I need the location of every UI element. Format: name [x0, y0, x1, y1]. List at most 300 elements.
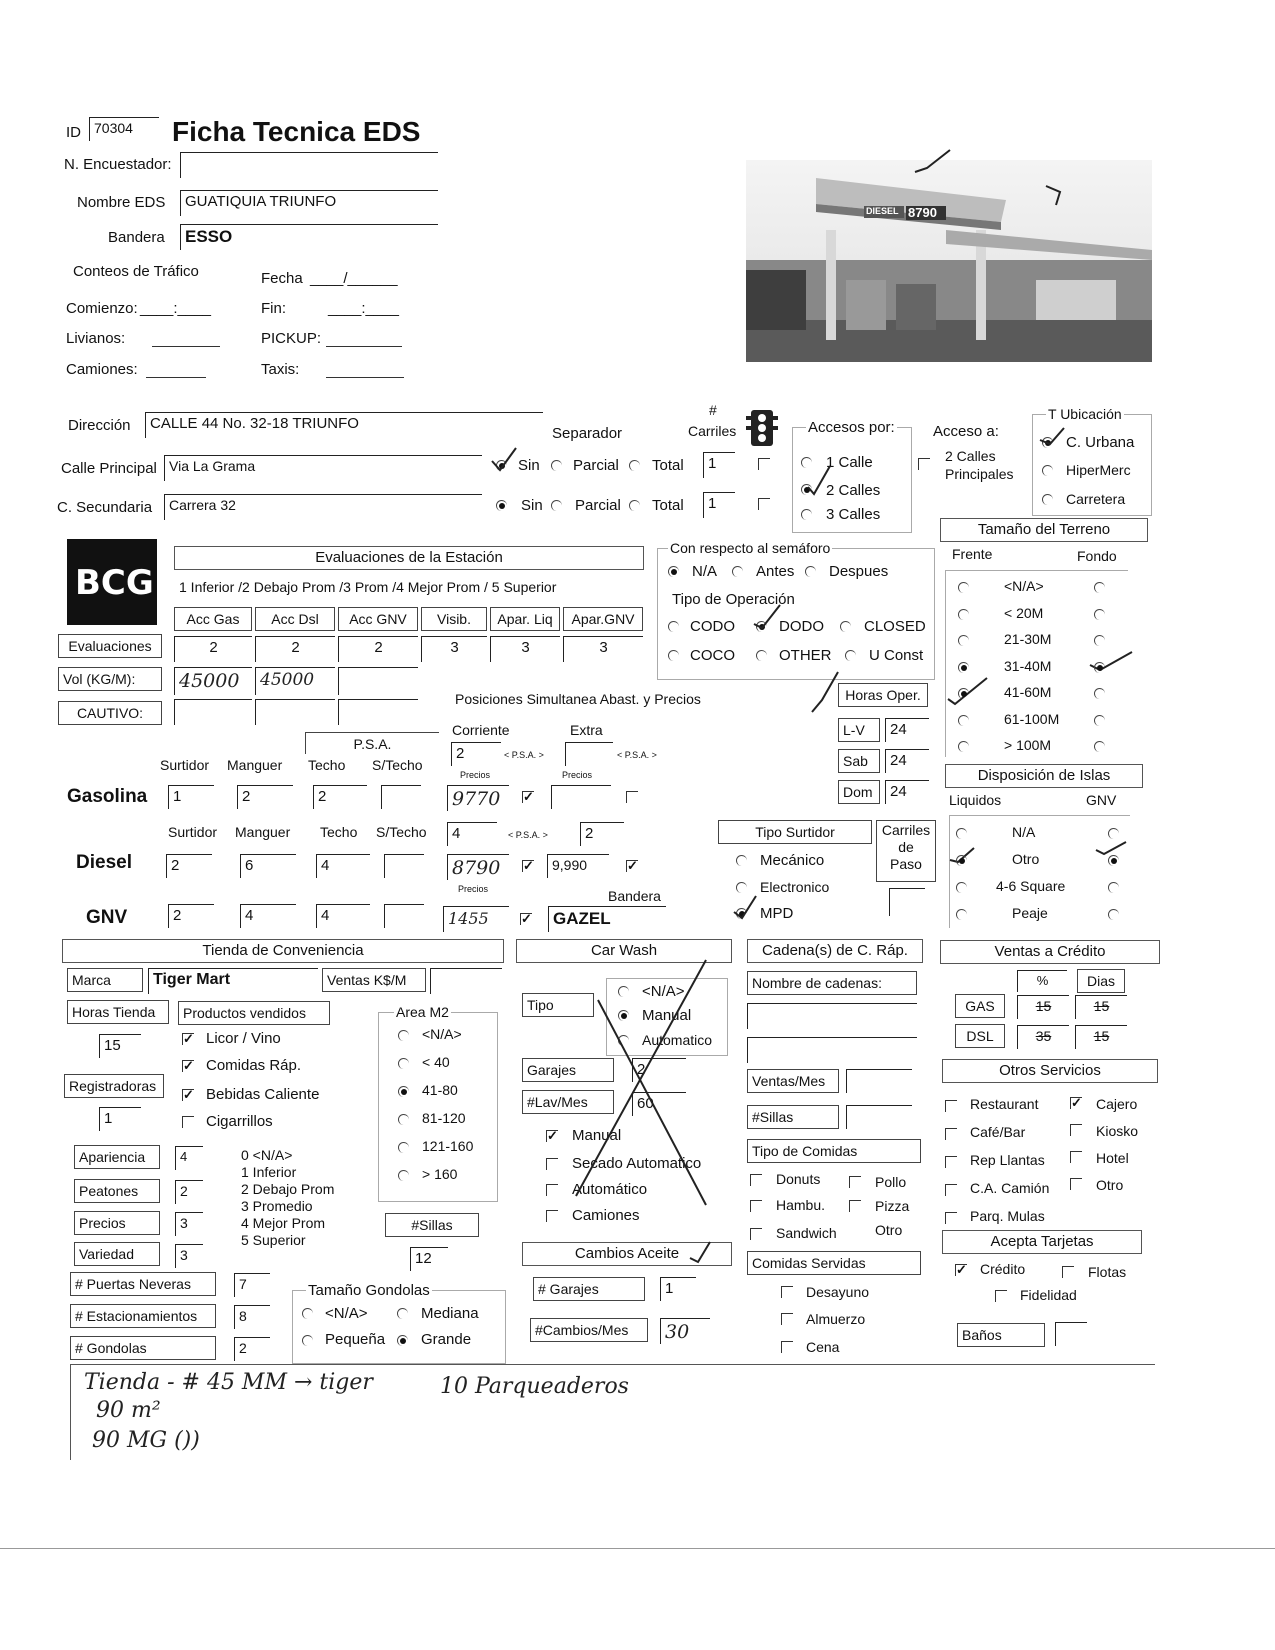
- gas-manguer-head: Manguer: [227, 757, 283, 773]
- area-radio[interactable]: [398, 1142, 409, 1153]
- credito-gas-label: GAS: [955, 994, 1005, 1018]
- note-line-1: Tienda - # 45 MM → tiger: [84, 1370, 373, 1395]
- bebidas-check[interactable]: ✓: [183, 1087, 194, 1102]
- gnv-bandera-label: Bandera: [608, 888, 661, 904]
- gas-surtidor-head: Surtidor: [160, 757, 210, 773]
- carriles-paso-l3: Paso: [890, 856, 922, 872]
- terreno-fondo-radio[interactable]: [1094, 609, 1105, 620]
- tienda-scale-item: 0 <N/A>: [241, 1147, 293, 1163]
- direccion-label: Dirección: [68, 417, 131, 434]
- note-line-1b: 10 Parqueaderos: [440, 1374, 629, 1399]
- tarjeta-credito-check[interactable]: ✓: [956, 1262, 967, 1277]
- tipo-comidas-label: Tipo de Comidas: [747, 1139, 921, 1163]
- acceso-dos-calles: 2 Calles: [945, 448, 996, 464]
- surtidor-mpd-label: MPD: [760, 905, 794, 922]
- hambu-label: Hambu.: [776, 1197, 826, 1213]
- almuerzo-label: Almuerzo: [806, 1311, 866, 1327]
- variedad-label: Variedad: [74, 1242, 160, 1266]
- check-mark: [690, 1242, 710, 1262]
- corriente-psa-tag: < P.S.A. >: [504, 750, 544, 760]
- vol-gas-field[interactable]: 45000: [174, 667, 252, 695]
- gas-techo-head: Techo: [308, 757, 346, 773]
- bcg-logo-text: BCG: [75, 563, 154, 603]
- tipo-operacion-label: Tipo de Operación: [672, 591, 795, 608]
- tienda-title: Tienda de Conveniencia: [62, 939, 504, 963]
- photo-price-sign: 8790: [908, 205, 937, 220]
- terreno-fondo-radio[interactable]: [1094, 688, 1105, 699]
- comidas-rap-label: Comidas Ráp.: [206, 1057, 302, 1074]
- bebidas-label: Bebidas Caliente: [206, 1086, 320, 1103]
- eval-acc-gas[interactable]: 2: [174, 636, 252, 662]
- islas-option-label: 4-6 Square: [996, 878, 1066, 894]
- islas-gnv-radio[interactable]: [1108, 828, 1119, 839]
- precios-label: Precios: [74, 1211, 160, 1235]
- sec-sin-label: Sin: [521, 497, 543, 514]
- donuts-label: Donuts: [776, 1171, 821, 1187]
- evaluaciones-title: Evaluaciones de la Estación: [174, 546, 644, 570]
- islas-option-label: Otro: [1012, 851, 1040, 867]
- direccion-field[interactable]: CALLE 44 No. 32-18 TRIUNFO: [145, 412, 543, 438]
- dom-label: Dom: [838, 780, 880, 804]
- otros-left-check[interactable]: [945, 1100, 957, 1112]
- cena-label: Cena: [806, 1339, 840, 1355]
- id-field[interactable]: 70304: [89, 117, 159, 141]
- ubicacion-label: T Ubicación: [1048, 406, 1122, 422]
- otros-left-label: Restaurant: [970, 1096, 1039, 1112]
- gnv-surtidor[interactable]: 2: [168, 904, 214, 928]
- livianos-label: Livianos:: [66, 330, 126, 347]
- gondolas-field[interactable]: 2: [234, 1337, 270, 1361]
- vol-dsl-field[interactable]: 45000: [255, 667, 335, 695]
- credito-dias-head: Dias: [1077, 969, 1125, 993]
- dsl-surtidor-head: Surtidor: [168, 824, 218, 840]
- diesel-extra-check[interactable]: ✓: [627, 858, 638, 873]
- separador-label: Separador: [552, 425, 623, 442]
- terreno-option-label: <N/A>: [1004, 578, 1044, 594]
- gasolina-surtidor[interactable]: 1: [168, 785, 214, 809]
- calle-carriles-field[interactable]: 1: [703, 452, 735, 478]
- otros-right-check[interactable]: ✓: [1071, 1095, 1082, 1110]
- otros-right-check[interactable]: [1070, 1124, 1082, 1136]
- estacionamientos-field[interactable]: 8: [234, 1305, 270, 1329]
- encuestador-label: N. Encuestador:: [64, 156, 172, 173]
- carwash-lav-field[interactable]: 60: [632, 1092, 686, 1116]
- comienzo-blank[interactable]: ____:____: [140, 300, 211, 317]
- page-title: Ficha Tecnica EDS: [172, 116, 421, 147]
- area-option-label: < 40: [422, 1054, 450, 1070]
- surtidor-electronico-label: Electronico: [760, 879, 830, 895]
- accesos-label: Accesos por:: [808, 419, 895, 436]
- credito-gas-pct[interactable]: 15: [1017, 995, 1069, 1019]
- islas-gnv-radio[interactable]: [1108, 855, 1119, 866]
- sab-label: Sab: [838, 749, 880, 773]
- col-acc-gas: Acc Gas: [174, 607, 252, 631]
- terreno-fondo-radio[interactable]: [1094, 715, 1105, 726]
- corriente-psa-field[interactable]: 2: [451, 742, 501, 766]
- trafico-title: Conteos de Tráfico: [73, 263, 199, 280]
- area-option-label: <N/A>: [422, 1026, 462, 1042]
- terreno-option-label: > 100M: [1004, 737, 1052, 753]
- gnv-price-check[interactable]: ✓: [521, 911, 532, 926]
- nombre-eds-field[interactable]: GUATIQUIA TRIUNFO: [180, 190, 438, 216]
- posiciones-title: Posiciones Simultanea Abast. y Precios: [455, 691, 701, 707]
- area-radio[interactable]: [398, 1058, 409, 1069]
- tarjeta-fidelidad-label: Fidelidad: [1020, 1287, 1077, 1303]
- bandera-label: Bandera: [108, 229, 165, 246]
- gnv-techo[interactable]: 4: [316, 904, 370, 928]
- islas-liquidos-radio[interactable]: [956, 882, 967, 893]
- otros-left-check[interactable]: [945, 1184, 957, 1196]
- registradoras-label: Registradoras: [64, 1074, 164, 1098]
- eval-acc-dsl[interactable]: 2: [255, 636, 335, 662]
- bandera-field[interactable]: ESSO: [180, 224, 438, 250]
- tipo-closed-label: CLOSED: [864, 618, 926, 635]
- otros-left-label: Parq. Mulas: [970, 1208, 1045, 1224]
- otros-right-label: Hotel: [1096, 1150, 1129, 1166]
- carwash-title: Car Wash: [516, 939, 732, 963]
- gasolina-price[interactable]: 9770: [447, 785, 509, 811]
- islas-gnv-radio[interactable]: [1108, 882, 1119, 893]
- eval-visib[interactable]: 3: [421, 636, 487, 662]
- sec-carriles-field[interactable]: 1: [703, 492, 735, 518]
- extra-label: Extra: [570, 722, 603, 738]
- carwash-cross-1: [598, 1000, 706, 1205]
- productos-label: Productos vendidos: [178, 1001, 330, 1025]
- terreno-frente-radio[interactable]: [958, 635, 969, 646]
- cadenas-title: Cadena(s) de C. Ráp.: [747, 939, 923, 963]
- marca-label: Marca: [67, 968, 143, 992]
- vol-label: Vol (KG/M):: [58, 667, 162, 691]
- terreno-fondo-radio[interactable]: [1094, 662, 1105, 673]
- lv-field[interactable]: 24: [885, 718, 929, 742]
- islas-liquidos-radio[interactable]: [956, 909, 967, 920]
- tienda-scale-item: 2 Debajo Prom: [241, 1181, 335, 1197]
- otros-right-label: Kiosko: [1096, 1123, 1139, 1139]
- carwash-secado-serv: Secado Automatico: [572, 1155, 702, 1172]
- otros-left-label: Rep Llantas: [970, 1152, 1045, 1168]
- camiones-label: Camiones:: [66, 361, 138, 378]
- otros-left-check[interactable]: [945, 1212, 957, 1224]
- calle-sin-label: Sin: [518, 457, 540, 474]
- calle-parcial-label: Parcial: [573, 457, 619, 474]
- check-mark: [492, 448, 516, 470]
- islas-liquidos-label: Liquidos: [949, 792, 1002, 808]
- diesel-manguer[interactable]: 6: [240, 854, 296, 878]
- terreno-fondo-label: Fondo: [1077, 548, 1117, 564]
- area-radio[interactable]: [398, 1170, 409, 1181]
- id-label: ID: [66, 124, 81, 141]
- terreno-frente-label: Frente: [952, 546, 993, 562]
- carwash-na-label: <N/A>: [642, 983, 685, 1000]
- otros-left-check[interactable]: [945, 1156, 957, 1168]
- precios-field[interactable]: 3: [175, 1212, 203, 1236]
- otros-right-check[interactable]: [1070, 1151, 1082, 1163]
- carwash-garajes-field[interactable]: 2: [632, 1058, 686, 1082]
- tienda-scale-item: 3 Promedio: [241, 1198, 313, 1214]
- area-option-label: > 160: [422, 1166, 458, 1182]
- diesel-extra-psa-field[interactable]: 2: [580, 822, 624, 846]
- calle-principal-label: Calle Principal: [61, 460, 157, 477]
- note-line-3: 90 MG ()): [92, 1428, 200, 1453]
- diesel-price-check[interactable]: ✓: [523, 858, 534, 873]
- diesel-psa-field[interactable]: 4: [447, 822, 497, 846]
- dsl-techo-head: Techo: [320, 824, 358, 840]
- terreno-option-label: 61-100M: [1004, 710, 1060, 727]
- gondola-na-label: <N/A>: [325, 1305, 368, 1322]
- check-mark: [754, 605, 780, 628]
- tienda-sillas-field[interactable]: 12: [410, 1247, 448, 1271]
- islas-option-label: N/A: [1012, 824, 1036, 840]
- apariencia-field[interactable]: 4: [175, 1146, 203, 1170]
- gondolas-label: # Gondolas: [70, 1336, 216, 1360]
- tipo-surtidor-label: Tipo Surtidor: [718, 820, 872, 844]
- cadenas-ventas-label: Ventas/Mes: [747, 1069, 839, 1093]
- check-mark: [915, 150, 950, 172]
- islas-liquidos-radio[interactable]: [956, 828, 967, 839]
- banos-label: Baños: [957, 1323, 1045, 1347]
- terreno-frente-radio[interactable]: [958, 688, 969, 699]
- acceso-a-label: Acceso a:: [933, 423, 999, 440]
- puertas-field[interactable]: 7: [234, 1273, 270, 1297]
- comienzo-label: Comienzo:: [66, 300, 138, 317]
- carwash-lav-label: #Lav/Mes: [522, 1090, 614, 1114]
- islas-option-label: Peaje: [1012, 905, 1048, 921]
- col-apar-gnv: Apar.GNV: [563, 607, 643, 631]
- pizza-label: Pizza: [875, 1198, 910, 1214]
- otros-left-label: C.A. Camión: [970, 1180, 1050, 1196]
- terreno-frente-radio[interactable]: [958, 582, 969, 593]
- terreno-title: Tamaño del Terreno: [940, 518, 1148, 542]
- gnv-manguer[interactable]: 4: [240, 904, 296, 928]
- gondola-grande-label: Grande: [421, 1331, 472, 1348]
- calle-secundaria-field[interactable]: Carrera 32: [164, 494, 482, 520]
- estacionamientos-label: # Estacionamientos: [70, 1304, 216, 1328]
- peatones-label: Peatones: [74, 1179, 160, 1203]
- islas-gnv-label: GNV: [1086, 792, 1117, 808]
- calle-total-label: Total: [652, 457, 684, 474]
- credito-dsl-dias[interactable]: 15: [1075, 1025, 1127, 1049]
- pickup-label: PICKUP:: [261, 330, 322, 347]
- aceite-title: Cambios Aceite: [522, 1242, 732, 1266]
- carwash-tipo-label: Tipo: [522, 993, 594, 1017]
- variedad-field[interactable]: 3: [175, 1244, 203, 1268]
- carwash-manual-check[interactable]: ✓: [547, 1128, 558, 1143]
- fin-blank[interactable]: ____:____: [328, 300, 399, 317]
- otros-right-label: Cajero: [1096, 1096, 1138, 1112]
- otros-right-label: Otro: [1096, 1177, 1124, 1193]
- gnv-bandera-field[interactable]: GAZEL: [548, 906, 666, 932]
- evaluaciones-label: Evaluaciones: [58, 634, 162, 658]
- tipo-dodo-label: DODO: [779, 618, 824, 635]
- tienda-sillas-label: #Sillas: [385, 1213, 479, 1237]
- area-radio[interactable]: [398, 1114, 409, 1125]
- tienda-scale-item: 4 Mejor Prom: [241, 1215, 326, 1231]
- col-acc-gnv: Acc GNV: [338, 607, 418, 631]
- gasolina-price-check[interactable]: ✓: [523, 789, 534, 804]
- puertas-label: # Puertas Neveras: [70, 1272, 216, 1296]
- eval-apar-gnv[interactable]: 3: [563, 636, 643, 662]
- calle-principal-field[interactable]: Via La Grama: [164, 455, 482, 481]
- sec-total-label: Total: [652, 497, 684, 514]
- check-mark: [812, 672, 838, 712]
- carwash-cross-2: [576, 960, 706, 1196]
- check-mark: [1040, 428, 1064, 444]
- terreno-frente-radio[interactable]: [958, 662, 969, 673]
- credito-pct-head: %: [1017, 970, 1067, 992]
- surtidor-mecanico-label: Mecánico: [760, 852, 825, 869]
- licor-label: Licor / Vino: [206, 1030, 281, 1047]
- eval-acc-gnv[interactable]: 2: [338, 636, 418, 662]
- carwash-automatico-serv: Automático: [572, 1181, 648, 1198]
- comidas-servidas-label: Comidas Servidas: [747, 1251, 921, 1275]
- sandwich-label: Sandwich: [776, 1225, 837, 1241]
- islas-liquidos-radio[interactable]: [956, 855, 967, 866]
- semaforo-label: Con respecto al semáforo: [670, 540, 831, 556]
- credito-title: Ventas a Crédito: [940, 940, 1160, 964]
- otros-left-label: Café/Bar: [970, 1124, 1026, 1140]
- check-mark: [808, 466, 830, 494]
- col-visib: Visib.: [421, 607, 487, 631]
- desayuno-label: Desayuno: [806, 1284, 870, 1300]
- carriles-paso-l2: de: [898, 839, 914, 855]
- corriente-precios-tag: Precios: [460, 770, 491, 780]
- tarjeta-flotas-label: Flotas: [1088, 1264, 1127, 1280]
- peatones-field[interactable]: 2: [175, 1180, 203, 1204]
- terreno-option-label: 21-30M: [1004, 631, 1052, 647]
- comidas-rap-check[interactable]: ✓: [183, 1058, 194, 1073]
- carwash-manual-serv: Manual: [572, 1127, 622, 1144]
- acceso-principales: Principales: [945, 466, 1014, 482]
- credito-dsl-label: DSL: [955, 1024, 1005, 1048]
- apariencia-label: Apariencia: [74, 1145, 160, 1169]
- ubicacion-carretera-label: Carretera: [1066, 491, 1126, 507]
- registradoras-field[interactable]: 1: [99, 1107, 141, 1131]
- carwash-camiones-serv: Camiones: [572, 1207, 640, 1224]
- ubicacion-urbana-label: C. Urbana: [1066, 434, 1135, 451]
- carwash-automatico-label: Automatico: [642, 1032, 713, 1048]
- diesel-label: Diesel: [76, 852, 132, 873]
- terreno-frente-radio[interactable]: [958, 741, 969, 752]
- fecha-blank[interactable]: ____/______: [310, 270, 398, 287]
- cadenas-sillas-label: #Sillas: [747, 1105, 839, 1129]
- marca-field[interactable]: Tiger Mart: [148, 968, 318, 994]
- diesel-extra-price[interactable]: 9,990: [547, 854, 609, 878]
- check-mark: [734, 896, 756, 918]
- diesel-price[interactable]: 8790: [447, 854, 509, 880]
- horas-oper-label: Horas Oper.: [838, 683, 928, 707]
- carriles-paso-l1: Carriles: [881, 822, 931, 838]
- col-apar-liq: Apar. Liq: [490, 607, 560, 631]
- diesel-precios-tag: Precios: [458, 884, 489, 894]
- evaluaciones-scale: 1 Inferior /2 Debajo Prom /3 Prom /4 Mejor Prom / 5 Superior: [179, 579, 557, 595]
- islas-gnv-radio[interactable]: [1108, 909, 1119, 920]
- gnv-label: GNV: [86, 907, 128, 928]
- fecha-label: Fecha: [261, 270, 303, 287]
- otros-title: Otros Servicios: [942, 1059, 1158, 1083]
- cigarrillos-label: Cigarrillos: [206, 1113, 273, 1130]
- terreno-fondo-radio[interactable]: [1094, 741, 1105, 752]
- dsl-manguer-head: Manguer: [235, 824, 291, 840]
- tienda-scale-item: 5 Superior: [241, 1232, 306, 1248]
- semaforo-despues-label: Despues: [829, 563, 889, 580]
- carwash-garajes-label: Garajes: [522, 1058, 614, 1082]
- credito-gas-dias[interactable]: 15: [1075, 995, 1127, 1019]
- acceso-3-calles-label: 3 Calles: [826, 506, 881, 523]
- horas-tienda-field[interactable]: 15: [99, 1034, 141, 1058]
- tienda-scale-item: 1 Inferior: [241, 1164, 297, 1180]
- calle-secundaria-label: C. Secundaria: [57, 499, 153, 516]
- islas-title: Disposición de Islas: [945, 764, 1143, 788]
- extra-psa-tag: < P.S.A. >: [617, 750, 657, 760]
- gasolina-label: Gasolina: [67, 786, 148, 807]
- gasolina-manguer[interactable]: 2: [237, 785, 293, 809]
- gas-stecho-head: S/Techo: [372, 757, 423, 773]
- terreno-fondo-radio[interactable]: [1094, 635, 1105, 646]
- licor-check[interactable]: ✓: [183, 1031, 194, 1046]
- tipo-uconst-label: U Const: [869, 647, 924, 664]
- sab-field[interactable]: 24: [885, 749, 929, 773]
- tipo-coco-label: COCO: [690, 647, 735, 664]
- terreno-fondo-radio[interactable]: [1094, 582, 1105, 593]
- sec-parcial-label: Parcial: [575, 497, 621, 514]
- area-option-label: 121-160: [422, 1138, 474, 1154]
- acceso-2-calles-label: 2 Calles: [826, 482, 881, 499]
- otros-right-check[interactable]: [1070, 1178, 1082, 1190]
- psa-header: P.S.A.: [305, 732, 439, 754]
- ubicacion-hipermerc-label: HiperMerc: [1066, 462, 1131, 478]
- extra-precios-tag: Precios: [562, 770, 593, 780]
- gondola-pequena-label: Pequeña: [325, 1331, 386, 1348]
- check-mark: [1046, 186, 1060, 205]
- aceite-garajes-label: # Garajes: [533, 1277, 645, 1301]
- taxis-label: Taxis:: [261, 361, 300, 378]
- aceite-cambios-label: #Cambios/Mes: [530, 1318, 648, 1342]
- corriente-label: Corriente: [452, 722, 510, 738]
- lv-label: L-V: [838, 718, 880, 742]
- terreno-frente-radio[interactable]: [958, 609, 969, 620]
- area-radio[interactable]: [398, 1086, 409, 1097]
- dom-field[interactable]: 24: [885, 780, 929, 804]
- diesel-surtidor[interactable]: 2: [166, 854, 212, 878]
- gnv-price[interactable]: 1455: [443, 906, 509, 932]
- diesel-techo[interactable]: 4: [316, 854, 370, 878]
- dsl-stecho-head: S/Techo: [376, 824, 427, 840]
- terreno-frente-radio[interactable]: [958, 715, 969, 726]
- eval-apar-liq[interactable]: 3: [490, 636, 560, 662]
- credito-dsl-pct[interactable]: 35: [1017, 1025, 1069, 1049]
- note-line-2: 90 m²: [96, 1398, 161, 1423]
- gasolina-techo[interactable]: 2: [313, 785, 367, 809]
- aceite-garajes-field[interactable]: 1: [660, 1277, 696, 1301]
- area-option-label: 41-80: [422, 1082, 458, 1098]
- terreno-option-label: 31-40M: [1004, 657, 1052, 674]
- terreno-option-label: 41-60M: [1004, 684, 1052, 700]
- photo-brand-sign: DIESEL: [866, 206, 899, 216]
- area-option-label: 81-120: [422, 1110, 466, 1126]
- fin-label: Fin:: [261, 300, 287, 317]
- otro-comida-label: Otro: [875, 1222, 903, 1238]
- tipo-codo-label: CODO: [690, 618, 735, 635]
- ventas-tienda-label: Ventas K$/M: [322, 968, 426, 992]
- terreno-option-label: < 20M: [1004, 604, 1044, 621]
- area-radio[interactable]: [398, 1030, 409, 1041]
- nombre-label: Nombre EDS: [77, 194, 166, 211]
- gondola-mediana-label: Mediana: [421, 1305, 479, 1322]
- tarjetas-title: Acepta Tarjetas: [942, 1230, 1142, 1254]
- otros-left-check[interactable]: [945, 1128, 957, 1140]
- aceite-cambios-field[interactable]: 30: [660, 1318, 710, 1344]
- semaforo-antes-label: Antes: [756, 563, 795, 580]
